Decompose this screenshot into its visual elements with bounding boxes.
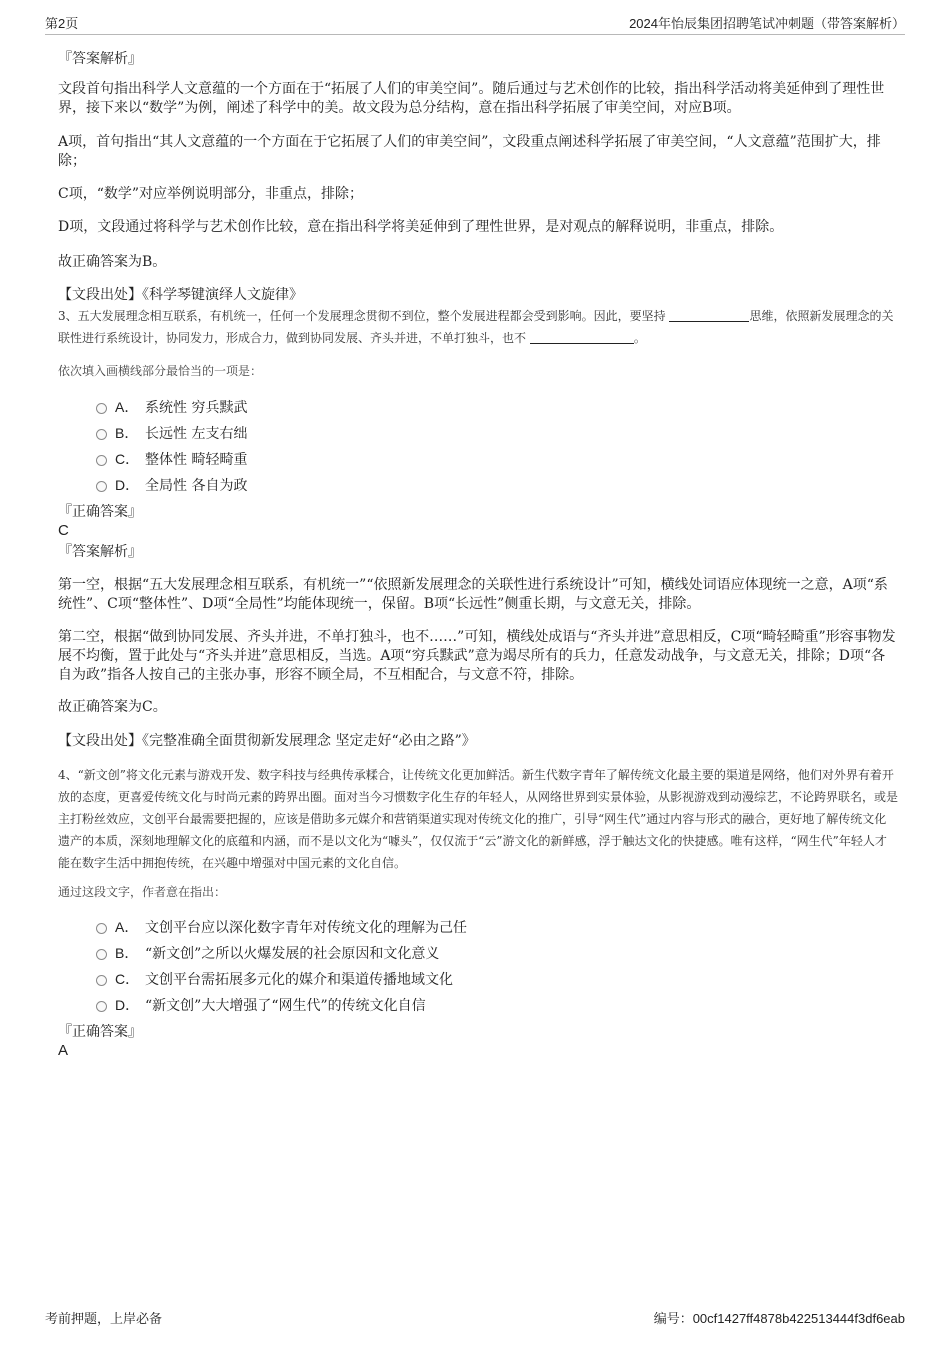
correct-answer-label: 『正确答案』	[58, 1024, 142, 1040]
question-4-prompt: 通过这段文字，作者意在指出：	[58, 885, 227, 899]
question-4-text: 4、“新文创”将文化元素与游戏开发、数字科技与经典传承糅合，让传统文化更加鲜活。新生代数字青年了解传统文化最主要的渠道是网络，他们对外界有着开放的态度，更喜爱传统文化与时尚元素的跨界出圈。面对当今习惯数字化生存的年轻人，从网络世界到实景体验，从影视游戏到动漫综艺，不论跨界联名，或是主打粉丝效应，文创平台最需要把握的，应该是借助多元媒介和营销渠道实现对传统文化的推广，引导“网生代”通过内容与形式的融合，更好地了解传统文化遗产的本质，深刻地理解文化的底蕴和内涵，而不是以文化为“噱头”，仅仅流于“云”游文化的新鲜感，浮于触达文化的快捷感。唯有这样，“网生代”年轻人才能在数字生活中拥抱传统，在兴趣中增强对中国元素的文化自信。	[58, 768, 899, 870]
footer-slogan: 考前押题，上岸必备	[45, 1311, 163, 1326]
radio-icon[interactable]	[96, 949, 107, 960]
analysis-label: 『答案解析』	[58, 544, 142, 560]
analysis-paragraph: 第一空，根据“五大发展理念相互联系，有机统一”“依照新发展理念的关联性进行系统设计”可知，横线处词语应体现统一之意，A项“系统性”、C项“整体性”、D项“全局性”均能体现统一，保留。B项“长远性”侧重长期，与文意无关，排除。	[58, 577, 888, 612]
analysis-label: 『答案解析』	[58, 51, 142, 67]
fill-blank-1	[669, 309, 749, 322]
question-3-text: 3、五大发展理念相互联系，有机统一，任何一个发展理念贯彻不到位，整个发展进程都会受到影响。因此，要坚持 思维，依照新发展理念的关联性进行系统设计，协同发力，形成合力，做到协同发展、齐头并进，不单打独斗，也不 。	[58, 309, 894, 345]
option-a[interactable]: A． 系统性 穷兵黩武	[96, 398, 247, 417]
radio-icon[interactable]	[96, 975, 107, 986]
radio-icon[interactable]	[96, 481, 107, 492]
analysis-paragraph: C项，“数学”对应举例说明部分，非重点，排除；	[58, 186, 364, 202]
analysis-paragraph: A项，首句指出“其人文意蕴的一个方面在于它拓展了人们的审美空间”，文段重点阐述科学拓展了审美空间，“人文意蕴”范围扩大，排除；	[58, 134, 881, 169]
radio-icon[interactable]	[96, 923, 107, 934]
correct-answer-label: 『正确答案』	[58, 504, 142, 520]
correct-answer: C	[58, 522, 69, 539]
document-title: 2024年怡辰集团招聘笔试冲刺题（带答案解析）	[629, 16, 905, 31]
source-citation: 【文段出处】《完整准确全面贯彻新发展理念 坚定走好“必由之路”》	[58, 733, 476, 749]
radio-icon[interactable]	[96, 403, 107, 414]
correct-answer: A	[58, 1042, 69, 1059]
option-b[interactable]: B． “新文创”之所以火爆发展的社会原因和文化意义	[96, 944, 439, 963]
analysis-conclusion: 故正确答案为B。	[58, 254, 167, 270]
document-id: 编号：00cf1427ff4878b422513444f3df6eab	[653, 1311, 905, 1326]
radio-icon[interactable]	[96, 455, 107, 466]
analysis-paragraph: D项，文段通过将科学与艺术创作比较，意在指出科学将美延伸到了理性世界，是对观点的解释说明，非重点，排除。	[58, 219, 784, 235]
page-number: 第2页	[45, 16, 79, 31]
page-footer	[45, 1306, 905, 1326]
option-c[interactable]: C． 整体性 畸轻畸重	[96, 450, 247, 469]
source-citation: 【文段出处】《科学琴键演绎人文旋律》	[58, 287, 303, 303]
analysis-paragraph: 第二空，根据“做到协同发展、齐头并进，不单打独斗，也不……”可知，横线处成语与“齐头并进”意思相反，C项“畸轻畸重”形容事物发展不均衡，置于此处与“齐头并进”意思相反，当选。A项“穷兵黩武”意为竭尽所有的兵力，任意发动战争，与文意无关，排除；D项“各自为政”指各人按自己的主张办事，形容不顾全局，不互相配合，与文意不符，排除。	[58, 629, 896, 683]
option-c[interactable]: C． 文创平台需拓展多元化的媒介和渠道传播地域文化	[96, 970, 453, 989]
question-3-prompt: 依次填入画横线部分最恰当的一项是：	[58, 364, 263, 378]
option-d[interactable]: D． “新文创”大大增强了“网生代”的传统文化自信	[96, 996, 426, 1015]
page-header	[45, 14, 905, 35]
option-a[interactable]: A． 文创平台应以深化数字青年对传统文化的理解为己任	[96, 918, 467, 937]
option-b[interactable]: B． 长远性 左支右绌	[96, 424, 247, 443]
analysis-conclusion: 故正确答案为C。	[58, 699, 167, 715]
radio-icon[interactable]	[96, 1001, 107, 1012]
option-d[interactable]: D． 全局性 各自为政	[96, 476, 247, 495]
radio-icon[interactable]	[96, 429, 107, 440]
analysis-paragraph: 文段首句指出科学人文意蕴的一个方面在于“拓展了人们的审美空间”。随后通过与艺术创作的比较，指出科学活动将美延伸到了理性世界，接下来以“数学”为例，阐述了科学中的美。故文段为总分结构，意在指出科学拓展了审美空间，对应B项。	[58, 81, 885, 116]
fill-blank-2	[530, 331, 634, 344]
